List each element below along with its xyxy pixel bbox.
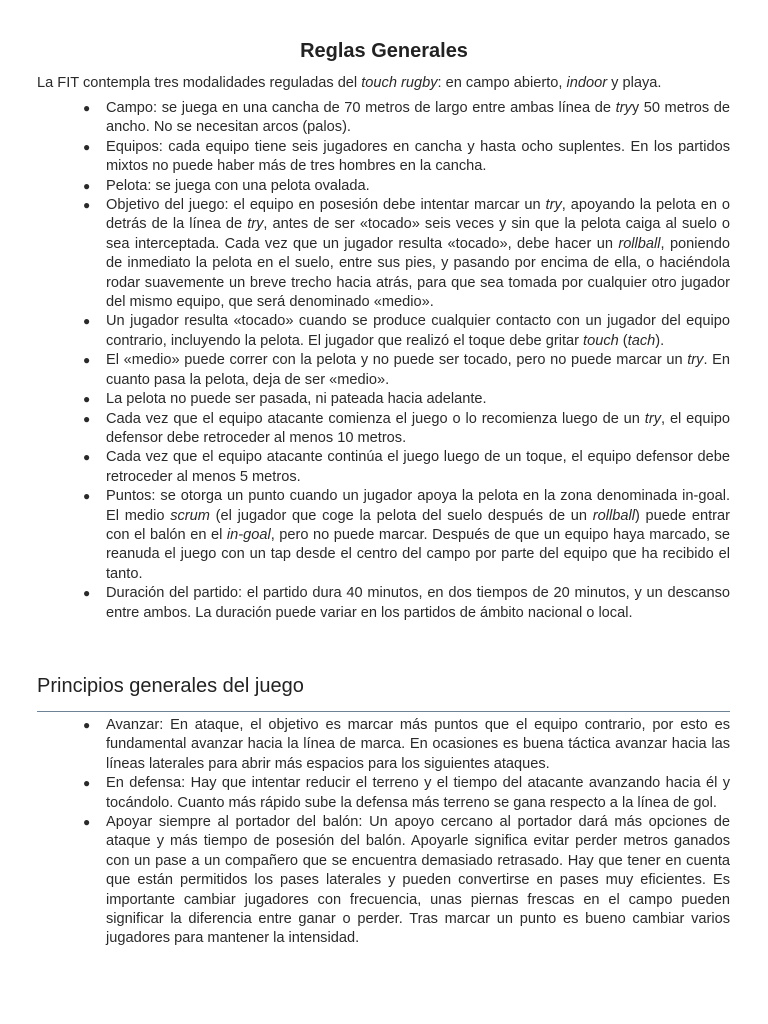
rule-text: try xyxy=(615,100,632,116)
principle-text: En defensa: Hay que intentar reducir el terreno y el tiempo del atacante avanzando hacia él y tocándolo. Cuanto más rápido sube la defensa más terreno se gana respecto a la línea de gol. xyxy=(106,775,730,811)
principle-text: Apoyar siempre al portador del balón: Un apoyo cercano al portador dará más opciones de ataque y más tiempo de posesión del balón. Apoyarle significa evitar perder metros ganados con un pase a un compañero que se encuentra demasiado retrasado. Hay que tener en cuenta que están permitidos los pases laterales y pueden convertirse en pases muy eficientes. Es importante cambiar jugadores con frecuencia, unas piernas frescas en el campo pueden significar la diferencia entre ganar o perder. Tras marcar un punto es bueno cambiar varios jugadores para mantener la intensidad. xyxy=(106,814,730,947)
rule-item xyxy=(0,448,768,487)
rule-text: , apoyando la pelota en o detrás de la línea de xyxy=(106,197,730,233)
rule-text: Cada vez que el equipo atacante continúa el juego luego de un toque, el equipo defensor debe retroceder al menos 5 metros. xyxy=(106,449,730,485)
bullet-icon: ● xyxy=(83,489,91,504)
intro-text-3: y playa. xyxy=(607,75,662,91)
rule-text: touch xyxy=(583,332,619,349)
rule-item xyxy=(0,177,768,196)
rule-item xyxy=(0,487,768,584)
rule-text: try xyxy=(644,410,662,427)
principle-text: Avanzar: En ataque, el objetivo es marcar más puntos que el equipo contrario, por esto es fundamental avanzar hacia la línea de marca. En ocasiones es buena táctica avanzar hacia las líneas laterales para abrir más espacios para los siguientes ataques. xyxy=(106,717,730,772)
bullet-icon: ● xyxy=(83,776,91,791)
bullet-icon: ● xyxy=(83,718,91,732)
rule-text: tach xyxy=(627,332,656,349)
rule-text: Un jugador resulta «tocado» cuando se produce cualquier contacto con un jugador del equipo contrario, incluyendo la pelota. El jugador que realizó el toque debe gritar xyxy=(106,313,730,349)
intro-em-indoor: indoor xyxy=(566,75,608,91)
rule-item xyxy=(0,410,768,449)
rule-item xyxy=(0,390,768,409)
rule-text: , antes de ser «tocado» seis veces y sin que la pelota caiga al suelo o sea interceptada. Cada vez que un jugador resulta «tocado», debe hacer un xyxy=(106,216,730,252)
intro-paragraph xyxy=(37,74,737,93)
rule-text: try xyxy=(545,197,562,214)
intro-text-2: : en campo abierto, xyxy=(437,75,567,91)
bullet-icon: ● xyxy=(83,314,91,329)
rule-text: , pero no puede marcar. Después de que un equipo haya marcado, se reanuda el juego con un tap desde el centro del campo por parte del equipo que ha recibido el tanto. xyxy=(106,526,730,582)
rule-text: rollball xyxy=(592,507,635,524)
rule-item xyxy=(0,351,768,390)
bullet-icon: ● xyxy=(83,178,91,193)
section-divider xyxy=(37,711,730,712)
principle-item xyxy=(0,774,768,813)
rule-text: Objetivo del juego: el equipo en posesión debe intentar marcar un xyxy=(106,197,546,214)
bullet-icon: ● xyxy=(83,815,91,830)
intro-text-1: La FIT contempla tres modalidades reguladas del xyxy=(37,75,362,91)
rule-text: El «medio» puede correr con la pelota y no puede ser tocado, pero no puede marcar un xyxy=(106,352,688,369)
rule-text: try xyxy=(247,216,264,233)
rule-text: Campo: se juega en una cancha de 70 metros de largo entre ambas línea de xyxy=(106,100,616,116)
principles-list xyxy=(0,716,768,949)
rule-item xyxy=(0,312,768,351)
principle-item xyxy=(0,813,768,949)
rule-text: try xyxy=(687,352,704,369)
bullet-icon: ● xyxy=(83,353,91,368)
rule-text: Pelota: se juega con una pelota ovalada. xyxy=(106,177,370,194)
bullet-icon: ● xyxy=(83,198,91,213)
page-title: Reglas Generales xyxy=(300,40,468,62)
bullet-icon: ● xyxy=(83,586,91,601)
rule-item xyxy=(0,196,768,312)
rule-text: La pelota no puede ser pasada, ni pateada hacia adelante. xyxy=(106,391,487,408)
rule-text: Cada vez que el equipo atacante comienza el juego o lo recomienza luego de un xyxy=(106,410,645,427)
rule-item xyxy=(0,584,768,623)
bullet-icon: ● xyxy=(83,450,91,465)
rule-text: in-goal xyxy=(226,526,271,543)
bullet-icon: ● xyxy=(83,411,91,426)
rule-text: rollball xyxy=(618,235,661,252)
principle-item xyxy=(0,716,768,774)
section-heading: Principios generales del juego xyxy=(37,675,304,697)
bullet-icon: ● xyxy=(83,392,91,407)
rule-item xyxy=(0,138,768,177)
rule-text: ). xyxy=(655,332,665,349)
rule-text: Equipos: cada equipo tiene seis jugadores en cancha y hasta ocho suplentes. En los partidos mixtos no puede haber más de tres hombres en la cancha. xyxy=(106,138,730,175)
rules-list xyxy=(0,99,768,623)
rule-text: , poniendo de inmediato la pelota en el suelo, entre sus pies, y pasando por encima de ella, o haciéndola rodar suavemente un breve trecho hacia atrás, para que sea tomada por cualquier otro jugador del mismo equipo, que será denominado «medio». xyxy=(106,235,730,311)
rule-text: Puntos: se otorga un punto cuando un jugador apoya la pelota en la zona denominada in-goal. El medio xyxy=(106,488,730,524)
rule-text: (el jugador que coge la pelota del suelo después de un xyxy=(209,507,593,524)
bullet-icon: ● xyxy=(83,139,91,154)
rule-text: . En cuanto pasa la pelota, deja de ser «medio». xyxy=(106,352,730,388)
rule-text: scrum xyxy=(170,507,210,524)
rule-text: y 50 metros de ancho. No se necesitan arcos (palos). xyxy=(106,100,730,136)
bullet-icon: ● xyxy=(83,101,91,115)
intro-em-touch-rugby: touch rugby xyxy=(361,75,438,91)
rule-item xyxy=(0,99,768,138)
rule-text: ( xyxy=(618,332,628,349)
rule-text: , el equipo defensor debe retroceder al menos 10 metros. xyxy=(106,410,730,446)
rule-text: Duración del partido: el partido dura 40 minutos, en dos tiempos de 20 minutos, y un descanso entre ambos. La duración puede variar en los partidos de ámbito nacional o local. xyxy=(106,585,730,621)
rule-text: ) puede entrar con el balón en el xyxy=(106,507,730,543)
